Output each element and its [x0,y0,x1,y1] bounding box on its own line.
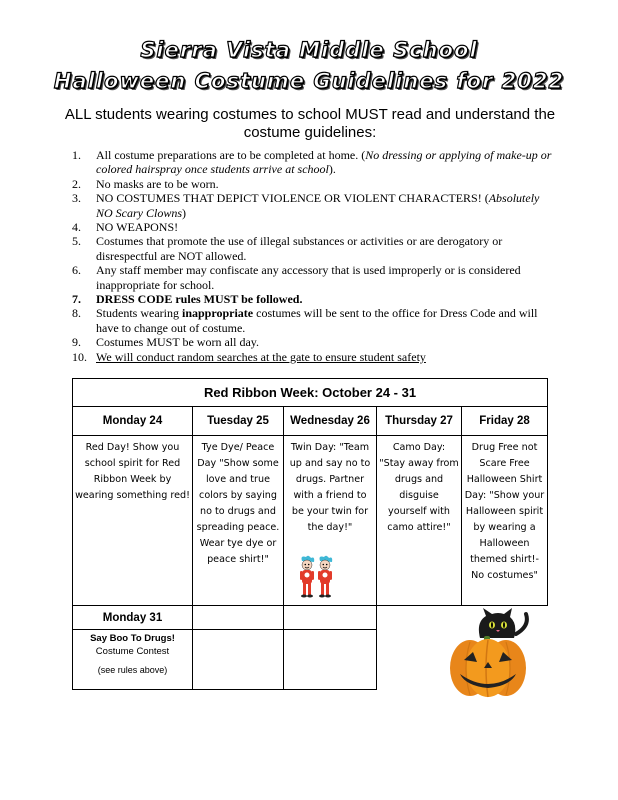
twins-clipart-icon [296,555,338,601]
day-header-wednesday-26: Wednesday 26 [284,407,377,436]
page-title-guidelines: Halloween Costume Guidelines for 2022 [53,69,565,93]
rule-item: 8. Students wearing inappropriate costumes will be sent to the office for Dress Code and will have to change out of costume. [72,306,538,335]
day-desc-friday-28: Drug Free not Scare Free Halloween Shirt Day: "Show your Halloween spirit by wearing a Halloween themed shirt!- No costumes" [462,436,548,606]
empty-cell [193,630,284,690]
rule-item: 4. NO WEAPONS! [72,220,179,235]
rule-item: 6. Any staff member may confiscate any accessory that is used improperly or is considered inappropriate for school. [72,263,521,292]
page-title-school: Sierra Vista Middle School [140,38,478,62]
rule-item: 1. All costume preparations are to be completed at home. (No dressing or applying of make-up or colored hairspray once students arrive at school). [72,148,552,177]
rule-item: 9. Costumes MUST be worn all day. [72,335,259,350]
empty-cell [284,630,377,690]
day-desc-monday-24: Red Day! Show you school spirit for Red Ribbon Week by wearing something red! [73,436,193,606]
rule-item: 2. No masks are to be worn. [72,176,219,191]
jack-o-lantern-icon [450,636,526,697]
calendar-title: Red Ribbon Week: October 24 - 31 [73,379,548,407]
twin-left-icon [300,556,314,598]
rule-item: 3. NO COSTUMES THAT DEPICT VIOLENCE OR VIOLENT CHARACTERS! (Absolutely NO Scary Clowns) [72,191,540,220]
contest-subtitle: Costume Contest [95,646,170,657]
day-header-friday-28: Friday 28 [462,407,548,436]
pumpkin-cat-clipart-icon [440,608,536,700]
empty-cell [193,606,284,630]
black-cat-icon [479,608,527,638]
rule-item: 10. We will conduct random searches at the gate to ensure student safety [72,349,426,364]
day-desc-tuesday-25: Tye Dye/ Peace Day "Show some love and true colors by saying no to drugs and spreading peace. Wear tye dye or peace shirt!" [193,436,284,606]
contest-title: Say Boo To Drugs! [90,633,175,644]
day-desc-wednesday-26: Twin Day: "Team up and say no to drugs. Partner with a friend to be your twin for the day!" [284,436,377,606]
empty-cell [284,606,377,630]
day-header-monday-24: Monday 24 [73,407,193,436]
day-desc-monday-31 [73,630,193,690]
day-desc-thursday-27: Camo Day: "Stay away from drugs and disguise yourself with camo attire!" [377,436,462,606]
twin-right-icon [318,556,332,598]
day-header-monday-31: Monday 31 [73,606,193,630]
rules-list [72,148,552,364]
rule-item: 7. DRESS CODE rules MUST be followed. [72,292,303,307]
contest-note: (see rules above) [97,665,168,675]
day-header-thursday-27: Thursday 27 [377,407,462,436]
rule-item: 5. Costumes that promote the use of illegal substances or activities or are derogatory or disrespectful are NOT allowed. [72,234,503,263]
intro-text: ALL students wearing costumes to school MUST read and understand the costume guidelines: [64,106,556,141]
day-header-tuesday-25: Tuesday 25 [193,407,284,436]
